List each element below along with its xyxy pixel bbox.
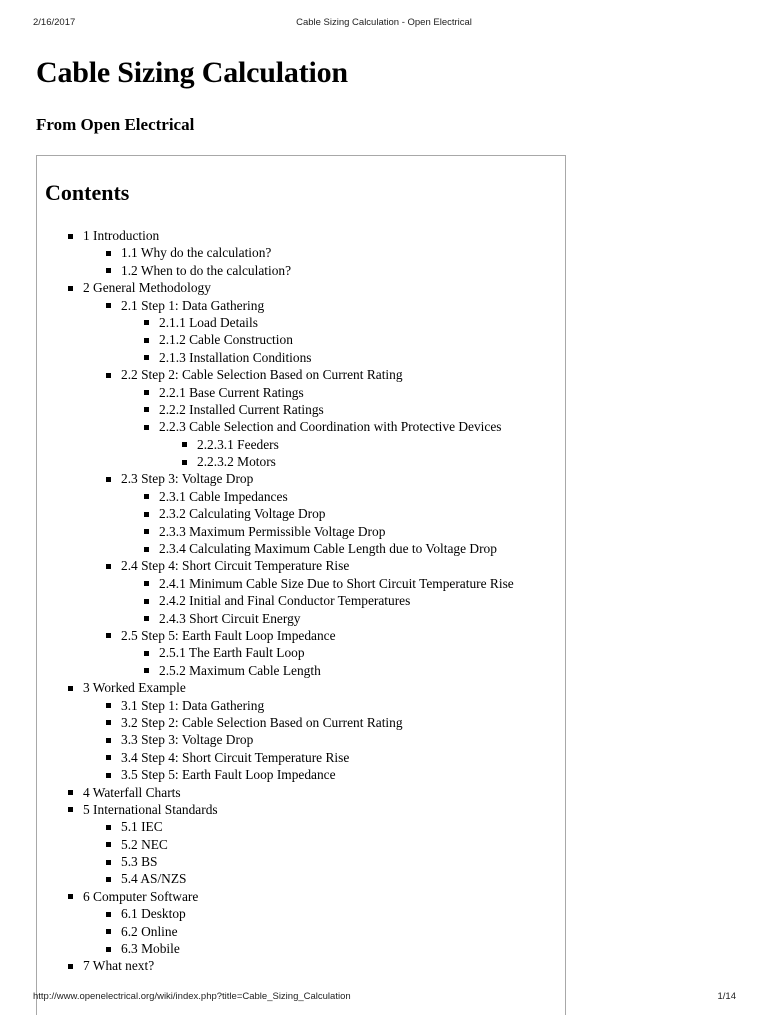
toc-item	[37, 940, 565, 957]
bullet-icon	[144, 651, 149, 656]
toc-link[interactable]: 2.2.3.1 Feeders	[197, 436, 279, 452]
toc-heading: Contents	[45, 180, 130, 205]
toc-link[interactable]: 2.5 Step 5: Earth Fault Loop Impedance	[121, 627, 336, 643]
bullet-icon	[144, 599, 149, 604]
toc-item	[37, 523, 565, 540]
toc-item	[37, 366, 565, 383]
toc-item	[37, 349, 565, 366]
toc-item	[37, 888, 565, 905]
bullet-icon	[144, 529, 149, 534]
bullet-icon	[106, 842, 111, 847]
page-subtitle: From Open Electrical	[36, 115, 195, 134]
toc-link[interactable]: 4 Waterfall Charts	[83, 784, 181, 800]
toc-item	[37, 957, 565, 974]
toc-item	[37, 436, 565, 453]
toc-item	[37, 592, 565, 609]
toc-link[interactable]: 2.2.3 Cable Selection and Coordination with Protective Devices	[159, 419, 502, 435]
toc-item	[37, 784, 565, 801]
toc-link[interactable]: 3.4 Step 4: Short Circuit Temperature Rise	[121, 749, 350, 765]
toc-list	[37, 227, 565, 975]
bullet-icon	[144, 355, 149, 360]
toc-link[interactable]: 2.3.2 Calculating Voltage Drop	[159, 506, 326, 522]
toc-item	[37, 870, 565, 887]
toc-link[interactable]: 7 What next?	[83, 958, 155, 974]
toc-item	[37, 505, 565, 522]
bullet-icon	[106, 303, 111, 308]
toc-link[interactable]: 2.3.1 Cable Impedances	[159, 488, 288, 504]
toc-link[interactable]: 5.1 IEC	[121, 819, 163, 835]
bullet-icon	[106, 477, 111, 482]
bullet-icon	[144, 547, 149, 552]
print-page-title: Cable Sizing Calculation - Open Electrical	[296, 17, 472, 28]
toc-link[interactable]: 3.1 Step 1: Data Gathering	[121, 697, 265, 713]
print-footer	[0, 991, 768, 1005]
toc-link[interactable]: 2.3.4 Calculating Maximum Cable Length due to Voltage Drop	[159, 541, 497, 557]
toc-item	[37, 297, 565, 314]
toc-link[interactable]: 5.3 BS	[121, 854, 158, 870]
toc-link[interactable]: 3.3 Step 3: Voltage Drop	[121, 732, 254, 748]
bullet-icon	[144, 616, 149, 621]
toc-link[interactable]: 5.4 AS/NZS	[121, 871, 187, 887]
print-header	[0, 17, 768, 31]
toc-item	[37, 575, 565, 592]
bullet-icon	[182, 442, 187, 447]
toc-item	[37, 644, 565, 661]
toc-link[interactable]: 2.2.1 Base Current Ratings	[159, 384, 304, 400]
bullet-icon	[106, 633, 111, 638]
bullet-icon	[144, 512, 149, 517]
bullet-icon	[106, 947, 111, 952]
toc-link[interactable]: 6.1 Desktop	[121, 906, 186, 922]
bullet-icon	[106, 912, 111, 917]
toc-item	[37, 557, 565, 574]
toc-link[interactable]: 6 Computer Software	[83, 888, 199, 904]
bullet-icon	[144, 425, 149, 430]
bullet-icon	[144, 494, 149, 499]
bullet-icon	[106, 373, 111, 378]
toc-item	[37, 627, 565, 644]
print-date: 2/16/2017	[33, 17, 76, 28]
toc-item	[37, 244, 565, 261]
toc-link[interactable]: 2.4.1 Minimum Cable Size Due to Short Circuit Temperature Rise	[159, 575, 514, 591]
bullet-icon	[106, 825, 111, 830]
bullet-icon	[106, 755, 111, 760]
print-page-number: 1/14	[717, 991, 736, 1002]
bullet-icon	[106, 929, 111, 934]
toc-link[interactable]: 3.2 Step 2: Cable Selection Based on Current Rating	[121, 714, 403, 730]
bullet-icon	[68, 234, 73, 239]
toc-link[interactable]: 2.5.1 The Earth Fault Loop	[159, 645, 305, 661]
bullet-icon	[144, 390, 149, 395]
toc-item	[37, 540, 565, 557]
toc-link[interactable]: 5.2 NEC	[121, 836, 168, 852]
toc-link[interactable]: 2.5.2 Maximum Cable Length	[159, 662, 321, 678]
toc-item	[37, 818, 565, 835]
toc-item	[37, 679, 565, 696]
toc-item	[37, 853, 565, 870]
bullet-icon	[106, 703, 111, 708]
bullet-icon	[68, 286, 73, 291]
toc-item	[37, 905, 565, 922]
page-title: Cable Sizing Calculation	[36, 56, 348, 89]
bullet-icon	[144, 338, 149, 343]
bullet-icon	[106, 877, 111, 882]
toc-link[interactable]: 1 Introduction	[83, 228, 160, 243]
toc-item	[37, 923, 565, 940]
toc-item	[37, 418, 565, 435]
toc-link[interactable]: 2.1.1 Load Details	[159, 314, 258, 330]
toc-item	[37, 279, 565, 296]
bullet-icon	[144, 320, 149, 325]
bullet-icon	[68, 807, 73, 812]
bullet-icon	[68, 686, 73, 691]
print-url: http://www.openelectrical.org/wiki/index.php?title=Cable_Sizing_Calculation	[33, 991, 351, 1002]
toc-item	[37, 697, 565, 714]
toc-item	[37, 314, 565, 331]
bullet-icon	[144, 581, 149, 586]
toc-link[interactable]: 2 General Methodology	[83, 280, 211, 296]
bullet-icon	[106, 773, 111, 778]
toc-link[interactable]: 3 Worked Example	[83, 680, 186, 696]
toc-item	[37, 836, 565, 853]
toc-item	[37, 610, 565, 627]
toc-link[interactable]: 2.4.3 Short Circuit Energy	[159, 610, 301, 626]
bullet-icon	[106, 251, 111, 256]
toc-link[interactable]: 2.2.2 Installed Current Ratings	[159, 401, 324, 417]
toc-link[interactable]: 1.1 Why do the calculation?	[121, 245, 272, 261]
toc-item	[37, 731, 565, 748]
toc-link[interactable]: 6.3 Mobile	[121, 941, 180, 957]
bullet-icon	[68, 894, 73, 899]
toc-item	[37, 801, 565, 818]
bullet-icon	[182, 460, 187, 465]
toc-link[interactable]: 2.4 Step 4: Short Circuit Temperature Rise	[121, 558, 350, 574]
toc-item	[37, 384, 565, 401]
toc-link[interactable]: 2.2.3.2 Motors	[197, 454, 276, 470]
toc-item	[37, 662, 565, 679]
table-of-contents	[36, 155, 566, 1015]
bullet-icon	[68, 964, 73, 969]
bullet-icon	[144, 668, 149, 673]
toc-link[interactable]: 6.2 Online	[121, 923, 178, 939]
toc-link[interactable]: 1.2 When to do the calculation?	[121, 262, 292, 278]
bullet-icon	[106, 738, 111, 743]
toc-item	[37, 470, 565, 487]
toc-link[interactable]: 5 International Standards	[83, 801, 218, 817]
bullet-icon	[106, 564, 111, 569]
toc-link[interactable]: 2.2 Step 2: Cable Selection Based on Current Rating	[121, 367, 403, 383]
bullet-icon	[106, 720, 111, 725]
toc-item	[37, 331, 565, 348]
toc-link[interactable]: 2.3 Step 3: Voltage Drop	[121, 471, 254, 487]
bullet-icon	[106, 268, 111, 273]
toc-item	[37, 227, 565, 244]
toc-item	[37, 262, 565, 279]
toc-link[interactable]: 2.1 Step 1: Data Gathering	[121, 297, 265, 313]
toc-item	[37, 401, 565, 418]
toc-item	[37, 714, 565, 731]
bullet-icon	[144, 407, 149, 412]
toc-link[interactable]: 2.3.3 Maximum Permissible Voltage Drop	[159, 523, 386, 539]
toc-link[interactable]: 2.1.3 Installation Conditions	[159, 349, 312, 365]
toc-link[interactable]: 2.4.2 Initial and Final Conductor Temperatures	[159, 593, 411, 609]
toc-item	[37, 488, 565, 505]
toc-item	[37, 749, 565, 766]
toc-link[interactable]: 2.1.2 Cable Construction	[159, 332, 293, 348]
toc-link[interactable]: 3.5 Step 5: Earth Fault Loop Impedance	[121, 767, 336, 783]
toc-item	[37, 453, 565, 470]
bullet-icon	[68, 790, 73, 795]
bullet-icon	[106, 860, 111, 865]
toc-item	[37, 766, 565, 783]
